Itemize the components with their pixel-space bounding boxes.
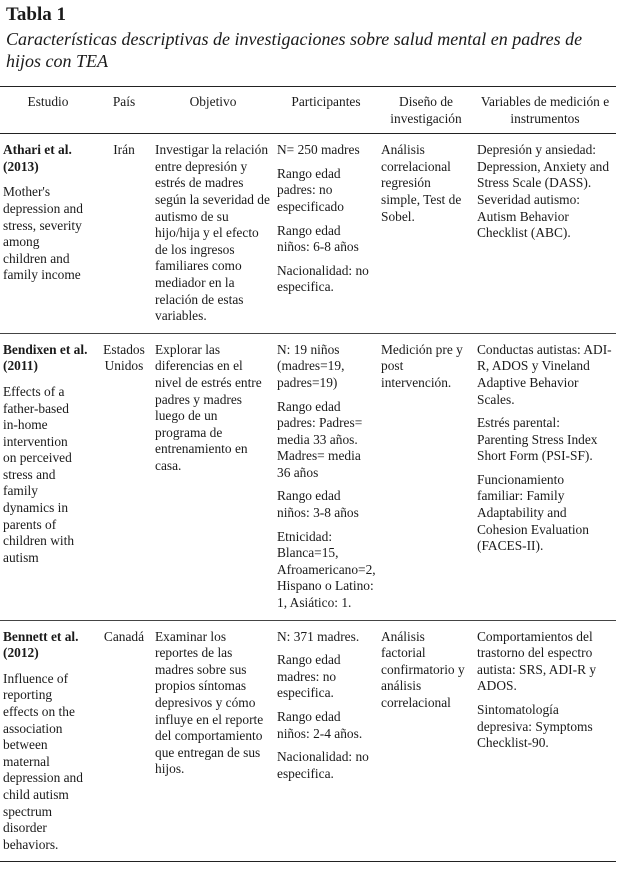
cell-diseno: Medición pre y post intervención.	[378, 333, 474, 620]
cell-objetivo: Investigar la relación entre depresión y estrés de madres según la severidad de autismo de su hijo/hija y el efecto de los ingresos familiares como mediador en la relación de estas variables.	[152, 134, 274, 334]
header-estudio: Estudio	[0, 87, 96, 134]
variable-line: Depresión y ansiedad: Depression, Anxiety and Stress Scale (DASS). Severidad autismo: Autism Behavior Checklist (ABC).	[477, 142, 610, 241]
cell-participantes	[274, 333, 378, 620]
participant-line: Rango edad niños: 6-8 años	[277, 222, 359, 255]
participant-line: Rango edad padres: no especificado	[277, 165, 344, 214]
variable-line: Sintomatología depresiva: Symptoms Checklist-90.	[477, 702, 593, 751]
header-variables: Variables de medición e instrumentos	[474, 87, 616, 134]
cell-estudio	[0, 134, 96, 334]
cell-variables	[474, 333, 616, 620]
study-title: Influence of reporting effects on the association between maternal depression and child autism spectrum disorder behaviors.	[3, 670, 83, 852]
header-pais: País	[96, 87, 152, 134]
cell-diseno: Análisis correlacional regresión simple, Test de Sobel.	[378, 134, 474, 334]
cell-objetivo: Explorar las diferencias en el nivel de estrés entre padres y madres luego de un programa de entrenamiento en casa.	[152, 333, 274, 620]
cell-pais: Canadá	[96, 620, 152, 862]
cell-diseno: Análisis factorial confirmatorio y análisis correlacional	[378, 620, 474, 862]
cell-estudio	[0, 333, 96, 620]
participant-line: Rango edad padres: Padres= media 33 años. Madres= media 36 años	[277, 398, 363, 480]
studies-table	[0, 86, 616, 862]
cell-variables	[474, 134, 616, 334]
participant-line: Rango edad niños: 2-4 años.	[277, 709, 363, 741]
participant-line: Nacionalidad: no especifica.	[277, 749, 369, 781]
participant-line: Rango edad madres: no especifica.	[277, 652, 341, 701]
cell-estudio	[0, 620, 96, 862]
table-row	[0, 333, 616, 620]
participant-line: N: 19 niños (madres=19, padres=19)	[277, 341, 345, 390]
variable-line: Conductas autistas: ADI-R, ADOS y Vineland Adaptive Behavior Scales.	[477, 341, 612, 407]
header-participantes: Participantes	[274, 87, 378, 134]
participant-line: Etnicidad: Blanca=15, Afroamericano=2, Hispano o Latino: 1, Asiático: 1.	[277, 528, 376, 611]
table-header-row	[0, 87, 616, 134]
header-objetivo: Objetivo	[152, 87, 274, 134]
cell-pais: Irán	[96, 134, 152, 334]
cell-participantes	[274, 134, 378, 334]
study-title: Mother's depression and stress, severity among children and family income	[3, 184, 83, 283]
variable-line: Estrés parental: Parenting Stress Index Short Form (PSI-SF).	[477, 415, 598, 464]
table-row	[0, 620, 616, 862]
study-title: Effects of a father-based in-home intervention on perceived stress and family dynamics in parents of children with autism	[3, 383, 75, 565]
cell-objetivo: Examinar los reportes de las madres sobre sus propios síntomas depresivos y cómo influye en el reporte del comportamiento que entregan de sus hijos.	[152, 620, 274, 862]
variable-line: Comportamientos del trastorno del espectro autista: SRS, ADI-R y ADOS.	[477, 628, 597, 694]
participant-line: Rango edad niños: 3-8 años	[277, 488, 359, 521]
study-author: Athari et al. (2013)	[3, 142, 72, 174]
participant-line: N: 371 madres.	[277, 628, 360, 644]
document-page	[6, 4, 620, 72]
table-label: Tabla 1	[6, 4, 67, 25]
variable-line: Funcionamiento familiar: Family Adaptability and Cohesion Evaluation (FACES-II).	[477, 471, 589, 554]
cell-pais: Estados Unidos	[96, 333, 152, 620]
table-row	[0, 134, 616, 334]
study-author: Bendixen et al. (2011)	[3, 341, 88, 374]
header-diseno: Diseño de investigación	[378, 87, 474, 134]
cell-participantes	[274, 620, 378, 862]
table-title: Características descriptivas de investigaciones sobre salud mental en padres de hijos con TEA	[6, 29, 583, 71]
study-author: Bennett et al. (2012)	[3, 628, 79, 661]
participant-line: N= 250 madres	[277, 142, 360, 158]
cell-variables	[474, 620, 616, 862]
participant-line: Nacionalidad: no especifica.	[277, 262, 369, 295]
